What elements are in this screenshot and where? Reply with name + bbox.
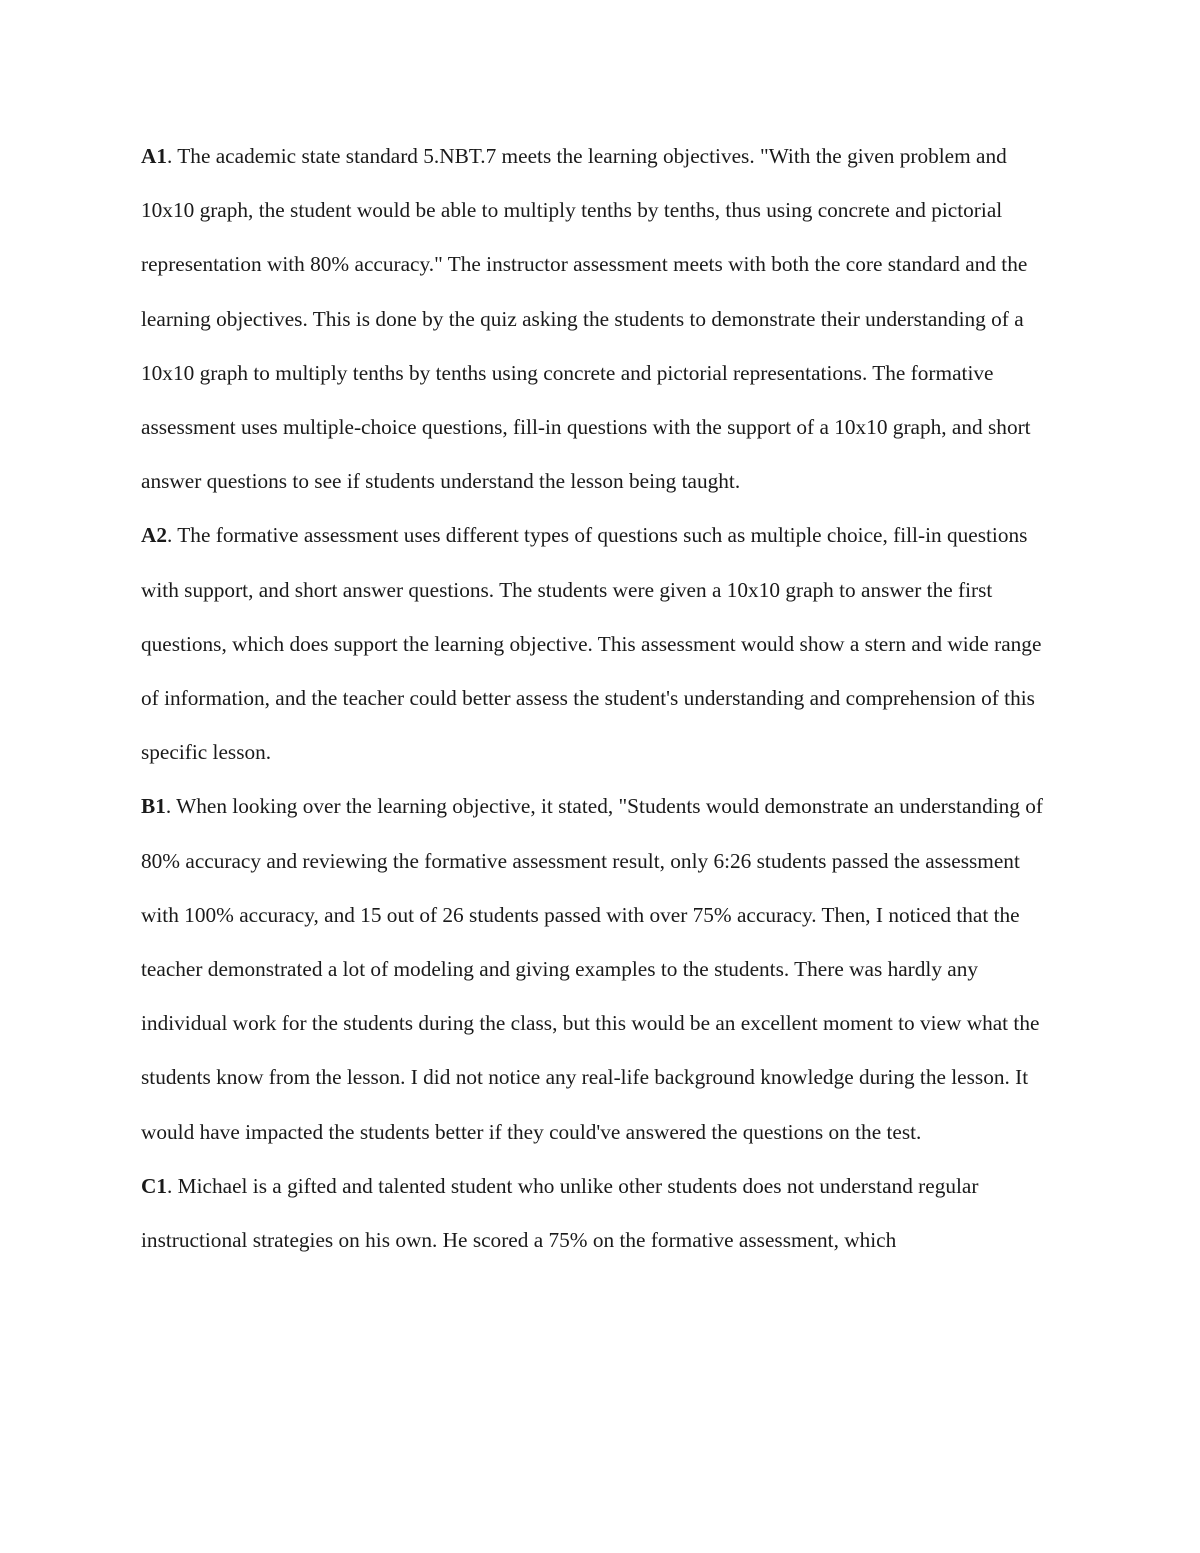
paragraph-text-c1: . Michael is a gifted and talented student who unlike other students does not understand regular instructional strategies on his own. He scored a 75% on the formative assessment, which (141, 1173, 979, 1253)
paragraph-a1 (141, 129, 1059, 508)
section-label-b1: B1 (141, 794, 166, 819)
paragraph-c1 (141, 1159, 1059, 1267)
document-body (141, 129, 1059, 1267)
section-label-a2: A2 (141, 523, 168, 548)
paragraph-text-a2: . The formative assessment uses different types of questions such as multiple choice, fill-in questions with support, and short answer questions. The students were given a 10x10 graph to answer the first questions, which does support the learning objective. This assessment would show a stern and wide range of information, and the teacher could better assess the student's understanding and comprehension of this specific lesson. (141, 523, 1042, 765)
paragraph-b1 (141, 779, 1059, 1158)
section-label-c1: C1 (141, 1173, 168, 1198)
paragraph-text-a1: . The academic state standard 5.NBT.7 meets the learning objectives. "With the given problem and 10x10 graph, the student would be able to multiply tenths by tenths, thus using concrete and pictorial representation with 80% accuracy." The instructor assessment meets with both the core standard and the learning objectives. This is done by the quiz asking the students to demonstrate their understanding of a 10x10 graph to multiply tenths by tenths using concrete and pictorial representations. The formative assessment uses multiple-choice questions, fill-in questions with the support of a 10x10 graph, and short answer questions to see if students understand the lesson being taught. (141, 144, 1031, 494)
section-label-a1: A1 (141, 144, 168, 168)
paragraph-a2 (141, 508, 1059, 779)
paragraph-text-b1: . When looking over the learning objective, it stated, "Students would demonstrate an understanding of 80% accuracy and reviewing the formative assessment result, only 6:26 students passed the assessment with 100% accuracy, and 15 out of 26 students passed with over 75% accuracy. Then, I noticed that the teacher demonstrated a lot of modeling and giving examples to the students. There was hardly any individual work for the students during the class, but this would be an excellent moment to view what the students know from the lesson. I did not notice any real-life background knowledge during the lesson. It would have impacted the students better if they could've answered the questions on the test. (141, 794, 1043, 1144)
